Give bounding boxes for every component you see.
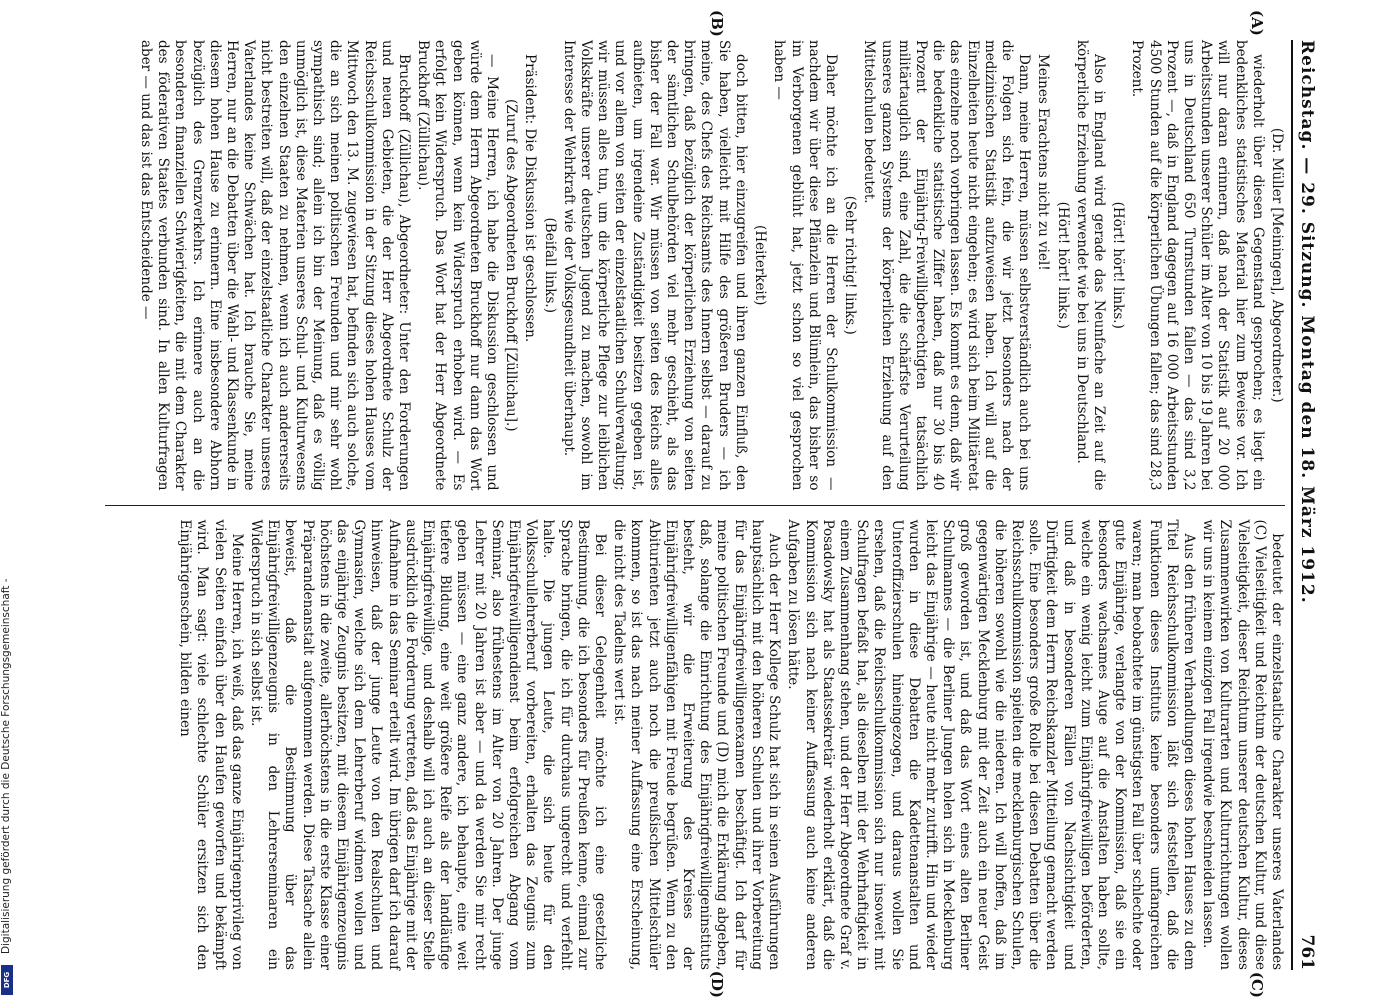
paragraph: (Hört! hört! links.) [1054, 201, 1071, 329]
paragraph: Dann, meine Herren, müssen selbstverständlich auch bei uns die Folgen sich fein, die wir jetzt besonders nach der medizinischen Statistik aufzuweisen haben. Ich will auf die Einzelheiten heute nicht eingehen; es wird sich beim Militäretat das einzelne noch vorbringen lassen. Es kommt es denn, daß wir die bedenkliche statistische Ziffer haben, daß nur 30 bis 40 Prozent der Einjährig-Freiwilligberechtigten tatsächlich militärtauglich sind, eine Zahl, die die schärfste Verurteilung unseres ganzen Systems der körperlichen Erziehung auf den Mittelschulen bedeutet. [861, 40, 1033, 491]
right-column [105, 519, 1285, 998]
column-divider [105, 505, 1285, 506]
paragraph: Meines Erachtens nicht zu viel! [1035, 54, 1052, 271]
page-number: 761 [1297, 934, 1317, 970]
paragraph: Bruckhoff (Züllichau), Abgeordneter: Unter den Forderungen und neuen Gebieten, die der Herr Abgeordnete Schulz der Reichsschulkommission in der Sitzung dieses hohen Hauses vom Mittwoch den 13. M. zugewiesen hat, befinden sich auch solche, die an sich meinen politischen Freunden und mir sehr wohl sympathisch sind; allein ich bin der Meinung, daß es völlig unmöglich ist, diese Materien unseres Schul- und Kulturwesens den einzelnen Staaten zu nehmen, wenn ich auch andererseits nicht bestreiten will, daß der einzelstaatliche Charakter unseres Vaterlandes keine Schwächen hat. Ich brauche Sie, meine Herren, nur an die Debatten über die Wahl- und Klassenkunde in diesem hohen Hause zu erinnern. Eine insbesondere Abhorn bezüglich des Grenzverkehrs. Ich erinnere auch an die besonderen finanziellen Schwierigkeiten, die mit dem Charakter des föderativen Staates verbunden sind. In allen Kulturfragen aber — und das ist das Entscheidende — [138, 40, 413, 491]
rotated-newspaper-page [41, 0, 1341, 1000]
text-columns [105, 10, 1285, 998]
paragraph: wiederholt über diesen Gegenstand gesprochen; es liegt ein bedenkliches statistisches Material hier zum Beweise vor. Ich will nur daran erinnern, daß nach der Statistik auf 20 000 Arbeitsstunden unserer Schüler im Alter von 10 bis 19 Jahren bei uns in Deutschland 650 Turnstunden fallen — das sind 3,2 Prozent —, daß in England dagegen auf 16 000 Arbeitsstunden 4500 Stunden auf die körperlichen Übungen fallen; das sind 28,3 Prozent. [1129, 40, 1266, 491]
paragraph: Bei dieser Gelegenheit möchte ich eine gesetzliche Bestimmung, die ich besonders für Preußen kenne, einmal zur Sprache bringen, die ich für durchaus ungerecht und verfehlt halte. Die jungen Leute, die sich heute für den Volksschullehrerberuf vorbereiten, erhalten das Zeugnis zum Einjährigfreiwilligendienst beim erfolgreichen Abgang vom Seminar, also frühestens im Alter von 20 Jahren. Der junge Lehrer mit 20 Jahren ist aber — und da werden Sie mir recht geben müssen — eine ganz andere, ich behaupte, eine weit tiefere Bildung, eine weit größere Reife als der landläufige Einjährigfreiwillige, und deshalb will ich auch an dieser Stelle ausdrücklich die Forderung vertreten, daß das Einjährige mit der Aufnahme in das Seminar erteilt wird. Im übrigen darf ich darauf hinweisen, daß der junge Leute von den Realschulen und Gymnasien, welche sich dem Lehrerberuf widmen wollen und das einjährige Zeugnis besitzen, mit diesem Einjährigenzeugnis höchstens in die zweite, allerhöchstens in die erste Klasse einer Präparandenanstalt aufgenommen werden. Diese Tatsache allein beweist, daß die Bestimmung über das Einjährigfreiwilligenzeugnis in den Lehrerseminaren ein Widerspruch in sich selbst ist. [248, 519, 609, 970]
page-header [1291, 40, 1321, 970]
paragraph: Aus den früheren Verhandlungen dieses hohen Hauses zu dem Titel Reichsschulkommission läßt sich feststellen, daß die Funktionen dieses Instituts keine besonders umfangreichen waren; man beobachtete im günstigsten Fall über schlechte oder gute Einjährige, verlangte von der Kommission, daß sie ein besonders wachsames Auge auf die Anstalten haben sollte, welche ein wenig leicht zum Einjährigfreiwilligen beförderten, und daß in besonderen Fällen von Nachsichtigkeit und Dürftigkeit dem Herrn Reichskanzler Mitteilung gemacht werden solle. Eine besonders große Rolle bei diesen Debatten über die Reichsschulkommission spielten die mecklenburgischen Schulen, die höheren sowohl wie die niederen. Ich will hoffen, daß im gegenwärtigen Mecklenburg mit der Zeit auch ein neuer Geist groß geworden ist, und daß das Wort eines alten Berliner Schulmannes — die Berliner Jungen holen sich in Mecklenburg leicht das Einjährige — heute nicht mehr zutrifft. Hin und wieder wurden in diese Debatten die Kadettenanstalten und Unteroffizierschulen hineingezogen, und daraus wollen Sie ersehen, daß die Reichsschulkommission sich nur insoweit mit Schulfragen befaßt hat, als dieselben mit der Wehrhaftigkeit in einem Zusammenhang stehen, und der Herr Abgeordnete Graf v. Posadowsky hat als Staatssekretär wiederholt erklärt, daß die Kommission sich nach keiner Auffassung auch keine anderen Aufgaben zu lösen hätte. [785, 519, 1197, 970]
margin-letter-d: (D) [708, 970, 726, 998]
dfg-logo-text: DFG [3, 971, 11, 989]
paragraph: Präsident: Die Diskussion ist geschlossen. [522, 54, 539, 343]
paragraph: — Meine Herren, ich habe die Diskussion geschlossen und würde dem Herrn Abgeordneten Bruckhoff nur dann das Wort geben können, wenn kein Widerspruch erhoben wird. — Es erfolgt kein Widerspruch. Das Wort hat der Herr Abgeordnete Bruckhoff (Züllichau). [415, 40, 501, 491]
footer-credit-strip [0, 0, 14, 1000]
footer-credit: Digitalisierung gefördert durch die Deutsche Forschungsgemeinschaft - [0, 578, 12, 954]
paragraph: (Heiterkeit) [752, 225, 769, 306]
paragraph: (Hört! hört! links.) [1110, 201, 1127, 329]
dfg-logo [1, 965, 13, 995]
paragraph: (Zuruf des Abgeordneten Bruckhoff [Züllichau].) [503, 98, 520, 432]
paragraph: Auch der Herr Kollege Schulz hat sich in seinen Ausführungen hauptsächlich mit den höheren Schulen und ihrer Vorbereitung für das Einjährigfreiwilligenexamen beschäftigt. Ich darf für meine politischen Freunde und (D) mich die Erklärung abgeben, daß, solange die Einrichtung des Einjährigfreiwilligeninstituts besteht, wir die Erweiterung des Kreises der Einjährigfreiwilligenfähigen mit Freude begrüßen. Wenn zu den Abiturienten jetzt auch noch die preußischen Mittelschüler kommen, so ist das nach meiner Auffassung eine Erscheinung, die nicht des Tadelns wert ist. [611, 519, 783, 970]
paragraph: doch bitten, hier einzugreifen und ihren ganzen Einfluß, den Sie haben, vielleicht mit Hilfe des größeren Bruders — ich meine, des Chefs des Reichsamts des Innern selbst — darauf zu bringen, daß bezüglich der körperlichen Erziehung von seiten der sämtlichen Schulbehörden viel mehr geschieht, als das bisher der Fall war. Wir müssen von seiten des Reichs alles aufbieten, um irgendeine Zuständigkeit besitzen gegeben ist, und vor allem von seiten der einzelstaatlichen Schulverwaltung; wir müssen alles tun, um die körperliche Pflege zur leiblichen Volkskräfte unserer deutschen Jugend zu machen, sowohl im Interesse der Wehrkraft wie der Volksgesundheit überhaupt. [560, 40, 749, 491]
header-title: Reichstag. — 29. Sitzung. Montag den 18. März 1912. [1297, 40, 1317, 604]
margin-letter-b: (B) [708, 10, 726, 37]
paragraph: (Beifall links.) [541, 217, 558, 313]
paragraph: (Sehr richtig! links.) [842, 195, 859, 335]
paragraph: bedeutet der einzelstaatliche Charakter unseres Vaterlandes (C) Vielseitigkeit und Reichtum der deutschen Kultur, und diese Vielseitigkeit, dieser Reichtum unserer deutschen Kultur, dieses Zusammenwirken von Kulturarten und Kulturrichtungen wollen wir uns in keinem einzigen Fall irgendwie beschneiden lassen. [1200, 519, 1285, 970]
margin-letter-c: (C) [1248, 971, 1266, 998]
paragraph: Also in England wird gerade das Neunfache an Zeit auf die körperliche Erziehung verwendet wie bei uns in Deutschland. [1073, 40, 1107, 491]
margin-letter-a: (A) [1248, 10, 1266, 36]
paragraph: Daher möchte ich an die Herren der Schulkommission — nachdem wir über diese Pflänzlein und Blümlein, das bisher so im Verborgenen geblüht hat, jetzt schon so viel gesprochen haben — [771, 40, 839, 491]
left-column [105, 10, 1285, 491]
paragraph: Meine Herren, ich weiß, daß das ganze Einjährigenprivileg von vielen Seiten einfach über den Haufen geworfen und bekämpft wird. Man sagt: viele schlechte Schüler ersitzen sich den Einjährigenschein, bilden einen [177, 519, 245, 970]
paragraph: (Dr. Müller [Meiningen], Abgeordneter.) [1269, 127, 1285, 403]
